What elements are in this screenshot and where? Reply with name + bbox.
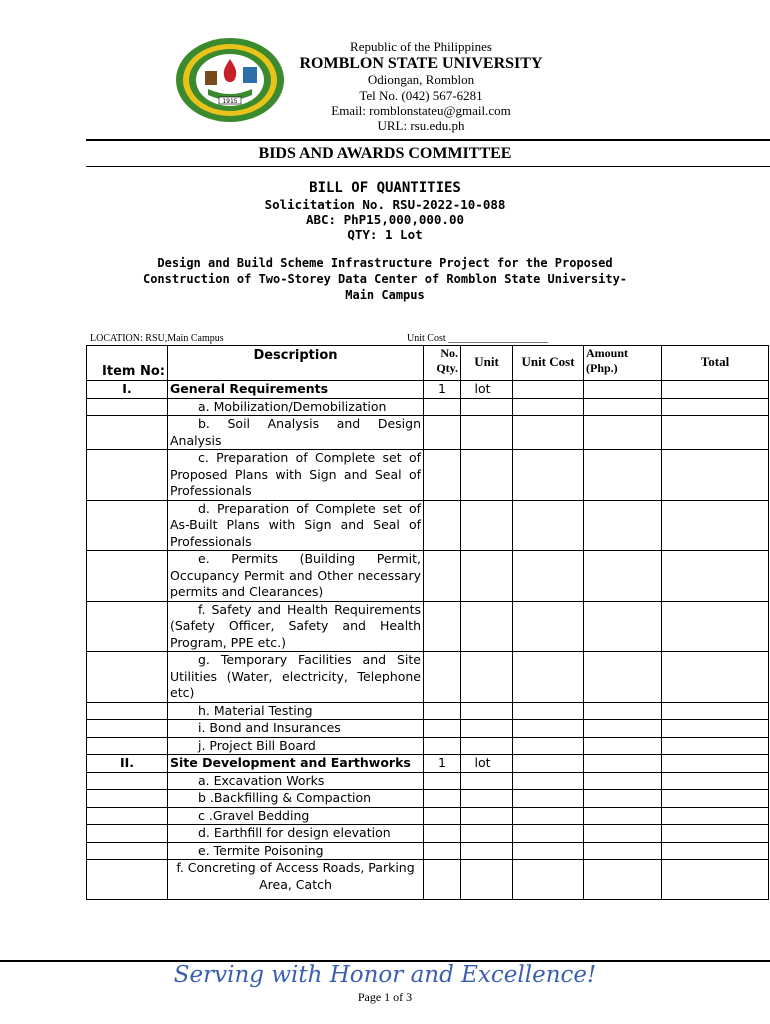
header-url: URL: rsu.edu.ph <box>377 118 465 133</box>
item-number-cell <box>87 416 168 450</box>
description-cell: j. Project Bill Board <box>168 737 424 755</box>
amount-cell <box>584 416 662 450</box>
total-cell <box>662 807 769 825</box>
table-header-row <box>87 346 769 381</box>
amount-cell <box>584 398 662 416</box>
description-cell: d. Earthfill for design elevation <box>168 825 424 843</box>
table-row <box>87 551 769 602</box>
item-number-cell <box>87 652 168 703</box>
description-cell: a. Excavation Works <box>168 772 424 790</box>
project-title-line1: Design and Build Scheme Infrastructure Project for the Proposed <box>157 256 613 270</box>
item-number-cell <box>87 842 168 860</box>
total-cell <box>662 652 769 703</box>
header-email: Email: romblonstateu@gmail.com <box>331 103 511 118</box>
item-number-cell <box>87 790 168 808</box>
unit-cell <box>461 790 513 808</box>
item-number-cell <box>87 551 168 602</box>
unit-cell <box>461 772 513 790</box>
qty-cell <box>424 790 461 808</box>
unit-cost-cell <box>513 720 584 738</box>
total-cell <box>662 450 769 501</box>
project-title-line3: Main Campus <box>345 288 425 302</box>
description-cell: d. Preparation of Complete set of As-Built Plans with Sign and Seal of Professionals <box>168 500 424 551</box>
description-cell: General Requirements <box>168 381 424 399</box>
qty-cell <box>424 720 461 738</box>
qty-cell <box>424 652 461 703</box>
page-number: Page 1 of 3 <box>357 990 413 1004</box>
item-number-cell <box>87 860 168 900</box>
total-cell <box>662 842 769 860</box>
item-number-cell <box>87 772 168 790</box>
amount-cell <box>584 772 662 790</box>
boq-table <box>86 345 769 900</box>
amount-cell <box>584 807 662 825</box>
total-cell <box>662 702 769 720</box>
amount-cell <box>584 842 662 860</box>
item-number-cell: II. <box>87 755 168 773</box>
header-rule-bottom <box>86 166 770 167</box>
qty-cell <box>424 416 461 450</box>
header-tel: Tel No. (042) 567-6281 <box>359 88 483 103</box>
item-number-cell <box>87 737 168 755</box>
unit-cell <box>461 825 513 843</box>
amount-cell <box>584 500 662 551</box>
header-unit-cost: Unit Cost <box>513 346 584 381</box>
unit-cell <box>461 807 513 825</box>
unit-cost-cell <box>513 551 584 602</box>
header-description: Description <box>168 346 424 381</box>
unit-cell <box>461 601 513 652</box>
unit-cost-cell <box>513 737 584 755</box>
qty-cell <box>424 398 461 416</box>
amount-cell <box>584 381 662 399</box>
header-item-no: Item No: <box>87 346 168 381</box>
unit-cost-cell <box>513 807 584 825</box>
table-row <box>87 416 769 450</box>
header-address: Odiongan, Romblon <box>367 72 475 87</box>
amount-cell <box>584 652 662 703</box>
unit-cell <box>461 842 513 860</box>
table-row <box>87 381 769 399</box>
qty-cell <box>424 807 461 825</box>
unit-cell <box>461 720 513 738</box>
amount-cell <box>584 702 662 720</box>
description-cell: Site Development and Earthworks <box>168 755 424 773</box>
total-cell <box>662 551 769 602</box>
qty-cell <box>424 737 461 755</box>
table-row <box>87 842 769 860</box>
unit-cost-cell <box>513 825 584 843</box>
committee-name: BIDS AND AWARDS COMMITTEE <box>258 145 512 162</box>
unit-cell: lot <box>461 381 513 399</box>
item-number-cell <box>87 720 168 738</box>
item-number-cell <box>87 500 168 551</box>
header-total: Total <box>662 346 769 381</box>
table-row <box>87 450 769 501</box>
unit-cell <box>461 450 513 501</box>
description-cell: c .Gravel Bedding <box>168 807 424 825</box>
header-unit: Unit <box>461 346 513 381</box>
unit-cost-cell <box>513 790 584 808</box>
table-row <box>87 807 769 825</box>
total-cell <box>662 601 769 652</box>
header-republic: Republic of the Philippines <box>350 39 492 54</box>
item-number-cell <box>87 702 168 720</box>
description-cell: f. Safety and Health Requirements (Safety Officer, Safety and Health Program, PPE etc.) <box>168 601 424 652</box>
item-number-cell <box>87 825 168 843</box>
unit-cell <box>461 398 513 416</box>
total-cell <box>662 790 769 808</box>
header-university: ROMBLON STATE UNIVERSITY <box>299 55 543 72</box>
qty-cell <box>424 702 461 720</box>
unit-cost-cell <box>513 500 584 551</box>
total-cell <box>662 737 769 755</box>
amount-cell <box>584 601 662 652</box>
item-number-cell <box>87 601 168 652</box>
unit-cost-cell <box>513 416 584 450</box>
total-cell <box>662 416 769 450</box>
amount-cell <box>584 790 662 808</box>
description-cell: g. Temporary Facilities and Site Utilities (Water, electricity, Telephone etc) <box>168 652 424 703</box>
unit-cell <box>461 551 513 602</box>
description-cell: e. Permits (Building Permit, Occupancy Permit and Other necessary permits and Clearances) <box>168 551 424 602</box>
unit-cell <box>461 702 513 720</box>
description-cell: e. Termite Poisoning <box>168 842 424 860</box>
solicitation-number: Solicitation No. RSU-2022-10-088 <box>264 197 506 212</box>
qty-cell <box>424 551 461 602</box>
table-row <box>87 720 769 738</box>
header-rule-top <box>86 139 770 141</box>
qty-cell <box>424 772 461 790</box>
qty-cell <box>424 842 461 860</box>
total-cell <box>662 720 769 738</box>
table-row <box>87 860 769 900</box>
table-row <box>87 772 769 790</box>
qty-cell <box>424 825 461 843</box>
item-number-cell <box>87 807 168 825</box>
amount-cell <box>584 737 662 755</box>
amount-cell <box>584 825 662 843</box>
unit-cell <box>461 416 513 450</box>
table-row <box>87 737 769 755</box>
item-number-cell <box>87 398 168 416</box>
description-cell: a. Mobilization/Demobilization <box>168 398 424 416</box>
qty-cell: 1 <box>424 381 461 399</box>
document-title: BILL OF QUANTITIES <box>309 180 461 196</box>
qty-cell <box>424 450 461 501</box>
table-row <box>87 601 769 652</box>
amount-cell <box>584 551 662 602</box>
unit-cell <box>461 737 513 755</box>
item-number-cell: I. <box>87 381 168 399</box>
table-row <box>87 790 769 808</box>
unit-cost-cell <box>513 755 584 773</box>
description-cell: i. Bond and Insurances <box>168 720 424 738</box>
total-cell <box>662 381 769 399</box>
total-cell <box>662 500 769 551</box>
description-cell: f. Concreting of Access Roads, Parking Area, Catch <box>168 860 424 900</box>
unit-cell <box>461 500 513 551</box>
unit-cost-line: Unit Cost ____________________ <box>407 333 549 344</box>
quantity-lot: QTY: 1 Lot <box>347 227 423 242</box>
abc-amount: ABC: PhP15,000,000.00 <box>305 212 465 227</box>
unit-cost-cell <box>513 860 584 900</box>
amount-cell <box>584 755 662 773</box>
unit-cost-cell <box>513 398 584 416</box>
description-cell: b. Soil Analysis and Design Analysis <box>168 416 424 450</box>
table-row <box>87 702 769 720</box>
total-cell <box>662 860 769 900</box>
unit-cost-cell <box>513 772 584 790</box>
total-cell <box>662 772 769 790</box>
unit-cost-cell <box>513 450 584 501</box>
total-cell <box>662 755 769 773</box>
unit-cell <box>461 860 513 900</box>
location-label: LOCATION: RSU,Main Campus <box>90 333 224 344</box>
footer-motto: Serving with Honor and Excellence! <box>173 962 597 988</box>
qty-cell <box>424 860 461 900</box>
amount-cell <box>584 450 662 501</box>
table-row <box>87 398 769 416</box>
total-cell <box>662 825 769 843</box>
table-row <box>87 755 769 773</box>
description-cell: c. Preparation of Complete set of Proposed Plans with Sign and Seal of Professionals <box>168 450 424 501</box>
project-title-line2: Construction of Two-Storey Data Center of Romblon State University- <box>142 272 628 286</box>
qty-cell <box>424 500 461 551</box>
qty-cell: 1 <box>424 755 461 773</box>
unit-cost-cell <box>513 702 584 720</box>
qty-cell <box>424 601 461 652</box>
unit-cost-cell <box>513 842 584 860</box>
amount-cell <box>584 720 662 738</box>
unit-cost-cell <box>513 601 584 652</box>
unit-cost-cell <box>513 381 584 399</box>
table-row <box>87 825 769 843</box>
unit-cell: lot <box>461 755 513 773</box>
table-row <box>87 500 769 551</box>
total-cell <box>662 398 769 416</box>
description-cell: b .Backfilling & Compaction <box>168 790 424 808</box>
unit-cost-cell <box>513 652 584 703</box>
seal-year: 1915 <box>222 98 238 105</box>
table-row <box>87 652 769 703</box>
description-cell: h. Material Testing <box>168 702 424 720</box>
unit-cell <box>461 652 513 703</box>
header-amount: Amount (Php.) <box>584 346 662 381</box>
header-qty: No. Qty. <box>424 346 461 381</box>
amount-cell <box>584 860 662 900</box>
item-number-cell <box>87 450 168 501</box>
